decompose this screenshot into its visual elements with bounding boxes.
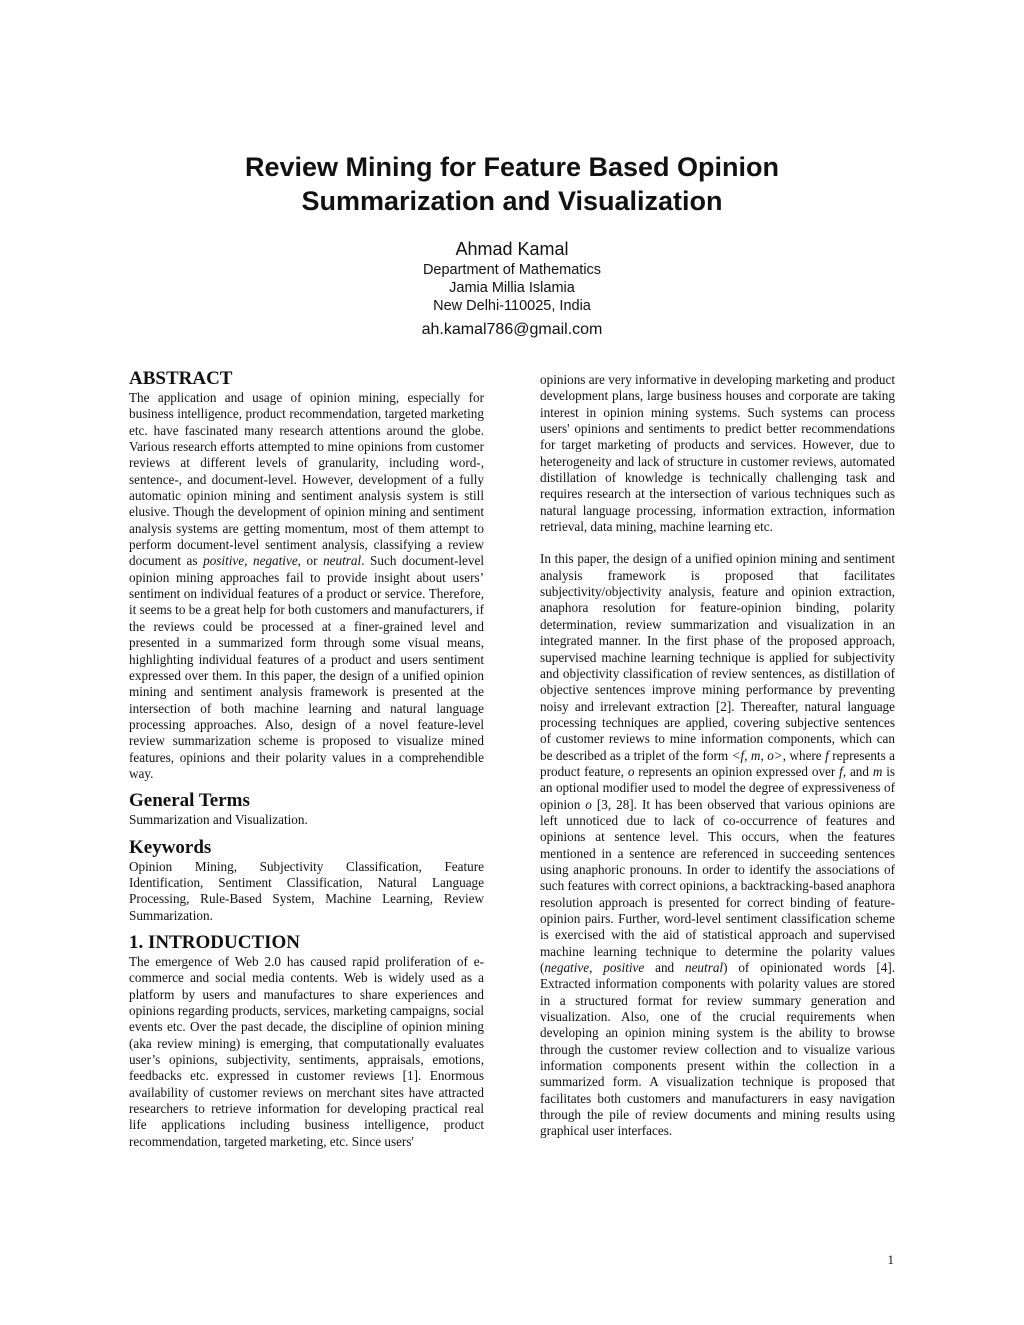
introduction-paragraph-1: The emergence of Web 2.0 has caused rapid proliferation of e-commerce and social media contents. Web is widely used as a platform by users and manufactures to share experiences and opinions regarding products, services, marketing campaigns, social events etc. Over the past decade, the discipline of opinion mining (aka review mining) is emerging, that computationally evaluates user’s opinions, subjectivity, sentiments, appraisals, emotions, feedbacks etc. expressed in customer reviews [1]. Enormous availability of customer reviews on merchant sites have attracted researchers to retrieve information for developing practical real life applications including business intelligence, product recommendation, targeted marketing, etc. Since users' [129, 953, 484, 1149]
right-column [540, 372, 895, 1140]
introduction-paragraph-2: In this paper, the design of a unified opinion mining and sentiment analysis framework is proposed that facilitates subjectivity/objectivity analysis, feature and opinion extraction, anaphora resolution for feature-opinion binding, polarity determination, review summarization and visualization in an integrated manner. In the first phase of the proposed approach, supervised machine learning technique is applied for subjectivity and objectivity classification of review sentences, as distillation of objective sentences improve mining performance by preventing noisy and irrelevant extraction [2]. Thereafter, natural language processing techniques are applied, covering subjective sentences of customer reviews to mine information components, which can be described as a triplet of the form <f, m, o>, where f represents a product feature, o represents an opinion expressed over f, and m is an optional modifier used to model the degree of expressiveness of opinion o [3, 28]. It has been observed that various opinions are left unnoticed due to lack of co-occurrence of features and opinions at sentence level. This occurs, when the features mentioned in a sentence are referenced in succeeding sentences using anaphoric pronouns. In order to identify the associations of such features with correct opinions, a backtracking-based anaphora resolution approach is presented for correct binding of feature-opinion pairs. Further, word-level sentiment classification scheme is exercised with the aid of statistical approach and supervised machine learning technique to determine the polarity values (negative, positive and neutral) of opinionated words [4]. Extracted information components with polarity values are stored in a structured format for review summary generation and visualization. Also, one of the crucial requirements when developing an opinion mining system is the ability to browse through the customer review collection and to visualize various information components present within the collection in a summarized form. A visualization technique is proposed that facilitates both customers and manufacturers in easy navigation through the pile of review documents and mining results using graphical user interfaces. [540, 551, 896, 1139]
abstract-heading: ABSTRACT [129, 368, 233, 389]
page-number: 1 [887, 1252, 894, 1267]
paper-title-line-1: Review Mining for Feature Based Opinion [244, 152, 780, 182]
abstract-text: The application and usage of opinion mining, especially for business intelligence, product recommendation, targeted marketing etc. have fascinated many research attentions around the globe. Various research efforts attempted to mine opinions from customer reviews at different levels of granularity, including word-, sentence-, and document-level. However, development of a fully automatic opinion mining and sentiment analysis system is still elusive. Though the development of opinion mining and sentiment analysis systems are getting momentum, most of them attempt to perform document-level sentiment analysis, classifying a review document as positive, negative, or neutral. Such document-level opinion mining approaches fail to provide insight about users’ sentiment on individual features of a product or service. Therefore, it seems to be a great help for both customers and manufacturers, if the reviews could be processed at a finer-grained level and presented in a summarized form through some visual means, highlighting individual features of a product and users sentiment expressed over them. In this paper, the design of a unified opinion mining and sentiment analysis framework is presented at the intersection of both machine learning and natural language processing approaches. Also, design of a novel feature-level review summarization scheme is proposed to visualize mined features, opinions and their polarity values in a comprehendible way. [129, 390, 484, 781]
author-block [0, 237, 1024, 341]
author-name: Ahmad Kamal [455, 239, 569, 259]
left-column [129, 368, 484, 1150]
introduction-paragraph-1-continued: opinions are very informative in developing marketing and product development plans, large business houses and corporate are taking interest in opinion mining systems. Such systems can process users' opinions and sentiments to predict better recommendations for target marketing of products and services. However, due to heterogeneity and lack of structure in customer reviews, automated distillation of knowledge is technically challenging task and requires research at the intersection of various techniques such as natural language processing, information extraction, information retrieval, data mining, machine learning etc. [540, 372, 895, 535]
paper-title [0, 150, 1024, 218]
paper-title-line-2: Summarization and Visualization [301, 186, 723, 216]
keywords-heading: Keywords [129, 836, 212, 858]
affiliation-address: New Delhi-110025, India [433, 298, 591, 314]
introduction-heading: 1. INTRODUCTION [129, 931, 301, 953]
general-terms-heading: General Terms [129, 790, 250, 812]
affiliation-university: Jamia Millia Islamia [449, 280, 575, 296]
author-email: ah.kamal786@gmail.com [421, 321, 603, 338]
keywords-text: Opinion Mining, Subjectivity Classification, Feature Identification, Sentiment Classification, Natural Language Processing, Rule-Based System, Machine Learning, Review Summarization. [129, 858, 484, 923]
affiliation-department: Department of Mathematics [422, 262, 602, 278]
general-terms-text: Summarization and Visualization. [129, 812, 308, 828]
